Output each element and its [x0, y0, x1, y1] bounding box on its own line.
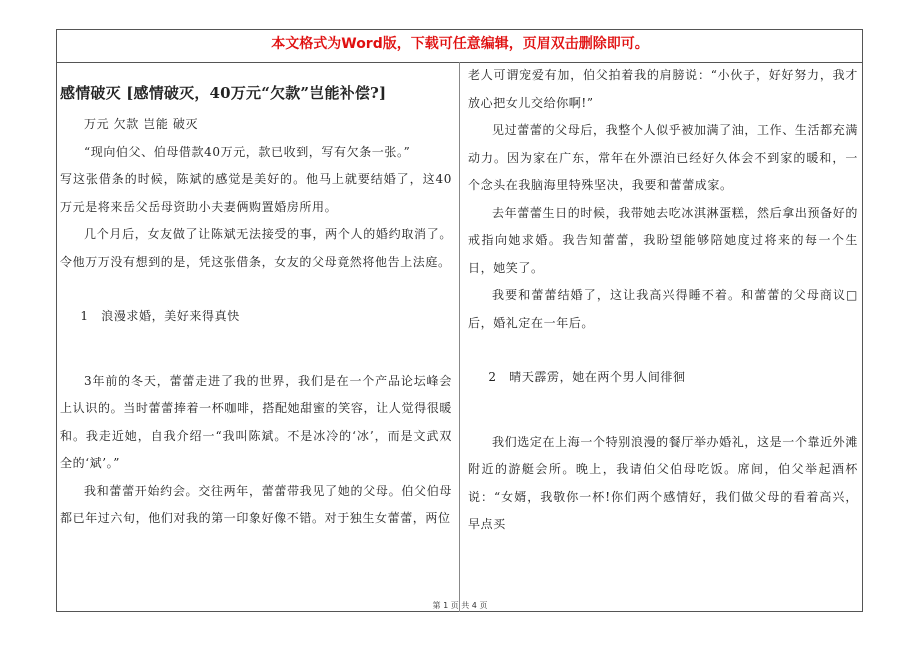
page-footer: 第 1 页 共 4 页: [432, 601, 488, 610]
column-divider: [459, 62, 460, 612]
paragraph: 去年蕾蕾生日的时候，我带她去吃冰淇淋蛋糕，然后拿出预备好的戒指向她求婚。我告知蕾蕾，我盼望能够陪她度过将来的每一个生日，她笑了。: [468, 205, 858, 275]
paragraph: 我和蕾蕾开始约会。交往两年，蕾蕾带我见了她的父母。伯父伯母都已年过六旬，他们对我的第一印象好像不错。对于独生女蕾蕾，两位: [60, 483, 452, 525]
right-column: [468, 62, 858, 539]
left-column: [60, 62, 452, 533]
article-keywords: 万元 欠款 岂能 破灭: [84, 117, 199, 131]
paragraph: 老人可谓宠爱有加，伯父拍着我的肩膀说：“小伙子，好好努力，我才放心把女儿交给你啊!”: [468, 68, 858, 110]
section-heading: 2 晴天霹雳，她在两个男人间徘徊: [488, 370, 686, 384]
spacer: [468, 392, 858, 429]
paragraph: 我要和蕾蕾结婚了，这让我高兴得睡不着。和蕾蕾的父母商议□后，婚礼定在一年后。: [468, 288, 858, 330]
spacer: [468, 337, 858, 364]
paragraph: 几个月后，女友做了让陈斌无法接受的事，两个人的婚约取消了。令他万万没有想到的是，凭这张借条，女友的父母竟然将他告上法庭。: [60, 227, 452, 269]
paragraph: “现向伯父、伯母借款40万元，款已收到，写有欠条一张。”: [84, 144, 411, 159]
spacer: [60, 331, 452, 368]
article-title: 感情破灭 [感情破灭，40万元“欠款”岂能补偿?]: [60, 84, 387, 102]
paragraph: 见过蕾蕾的父母后，我整个人似乎被加满了油，工作、生活都充满动力。因为家在广东，常年在外漂泊已经好久体会不到家的暖和，一个念头在我脑海里特殊坚决，我要和蕾蕾成家。: [468, 123, 858, 192]
spacer: [60, 276, 452, 303]
paragraph: 我们选定在上海一个特别浪漫的餐厅举办婚礼，这是一个靠近外滩附近的游艇会所。晚上，我请伯父伯母吃饭。席间，伯父举起酒杯说：“女婿，我敬你一杯!你们两个感情好，我们做父母的看着高兴，早点买: [468, 434, 858, 531]
section-heading: 1 浪漫求婚，美好来得真快: [80, 309, 240, 323]
paragraph: 3年前的冬天，蕾蕾走进了我的世界，我们是在一个产品论坛峰会上认识的。当时蕾蕾捧着一杯咖啡，搭配她甜蜜的笑容，让人觉得很暖和。我走近她，自我介绍一“我叫陈斌。不是冰冷的‘冰’，而是文武双全的‘斌’。”: [60, 373, 452, 470]
header-banner: 本文格式为Word版，下载可任意编辑，页眉双击删除即可。: [271, 36, 649, 52]
paragraph: 写这张借条的时候，陈斌的感觉是美好的。他马上就要结婚了，这40万元是将来岳父岳母资助小夫妻俩购置婚房所用。: [60, 172, 452, 214]
